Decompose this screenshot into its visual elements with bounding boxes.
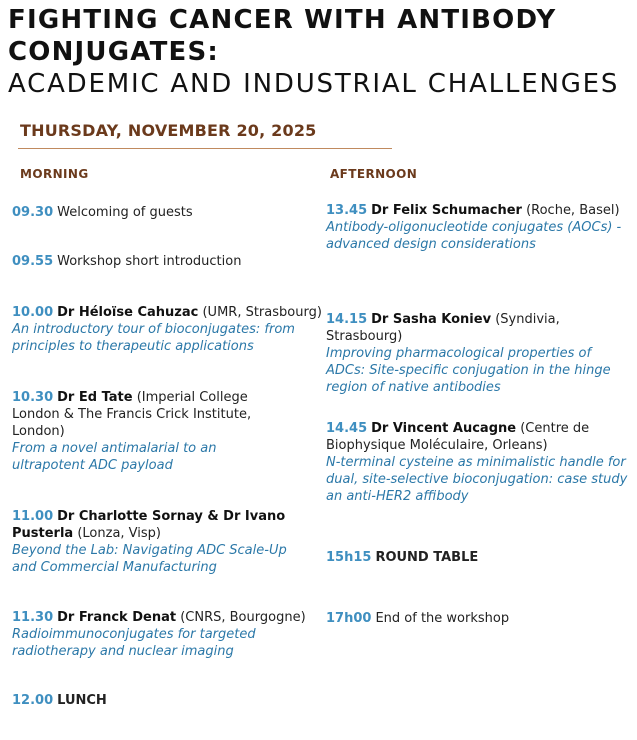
schedule-item-1515 (326, 549, 626, 566)
schedule-item-0930 (12, 204, 317, 221)
title-line-2: CONJUGATES: (8, 37, 219, 67)
item-speaker: Dr Ed Tate (57, 390, 133, 405)
item-speaker: Dr Vincent Aucagne (371, 421, 517, 436)
item-speaker: Dr Felix Schumacher (371, 203, 522, 218)
schedule-item-1345 (326, 202, 626, 253)
schedule-item-0955 (12, 253, 317, 270)
item-speaker: Dr Charlotte Sornay & Dr Ivano Pusterla (12, 509, 286, 541)
item-time: 13.45 (326, 203, 368, 218)
schedule-item-1445 (326, 420, 631, 505)
item-time: 10.30 (12, 390, 54, 405)
item-affiliation: (Centre de Biophysique Moléculaire, Orleans) (326, 421, 590, 453)
item-affiliation: (Lonza, Visp) (77, 526, 161, 541)
item-text: Workshop short introduction (57, 254, 242, 269)
item-affiliation: (Syndivia, Strasbourg) (326, 312, 560, 344)
schedule-item-1100 (12, 508, 302, 576)
schedule-item-1000 (12, 304, 324, 355)
schedule-item-1200 (12, 692, 317, 709)
item-topic: Antibody-oligonucleotide conjugates (AOCs) - advanced design considerations (326, 220, 622, 252)
schedule-item-1130 (12, 609, 317, 660)
item-topic: Beyond the Lab: Navigating ADC Scale-Up and Commercial Manufacturing (12, 543, 287, 575)
item-speaker: Dr Sasha Koniev (371, 312, 492, 327)
item-text: ROUND TABLE (375, 550, 479, 565)
item-topic: Improving pharmacological properties of ADCs: Site-specific conjugation in the hinge region of native antibodies (326, 346, 611, 395)
item-affiliation: (UMR, Strasbourg) (202, 305, 322, 320)
title-line-3: ACADEMIC AND INDUSTRIAL CHALLENGES (8, 69, 620, 99)
schedule-item-1700 (326, 610, 626, 627)
item-speaker: Dr Héloïse Cahuzac (57, 305, 199, 320)
item-time: 11.30 (12, 610, 54, 625)
item-affiliation: (Imperial College London & The Francis Crick Institute, London) (12, 390, 252, 439)
item-time: 11.00 (12, 509, 54, 524)
title-line-1: FIGHTING CANCER WITH ANTIBODY (8, 5, 557, 35)
item-topic: N-terminal cysteine as minimalistic handle for dual, site-selective bioconjugation: case study an anti-HER2 affibody (326, 455, 628, 504)
item-time: 14.15 (326, 312, 368, 327)
item-time: 09.55 (12, 254, 54, 269)
item-topic: Radioimmunoconjugates for targeted radiotherapy and nuclear imaging (12, 627, 256, 659)
item-text: End of the workshop (375, 611, 510, 626)
item-speaker: Dr Franck Denat (57, 610, 177, 625)
item-time: 10.00 (12, 305, 54, 320)
item-affiliation: (CNRS, Bourgogne) (180, 610, 306, 625)
afternoon-heading: AFTERNOON (330, 167, 418, 181)
item-topic: From a novel antimalarial to an ultrapotent ADC payload (12, 441, 217, 473)
item-time: 09.30 (12, 205, 54, 220)
item-text: Welcoming of guests (57, 205, 193, 220)
event-date: THURSDAY, NOVEMBER 20, 2025 (20, 121, 317, 140)
date-divider (18, 148, 392, 149)
item-affiliation: (Roche, Basel) (526, 203, 620, 218)
item-time: 15h15 (326, 550, 372, 565)
item-topic: An introductory tour of bioconjugates: from principles to therapeutic applications (12, 322, 295, 354)
schedule-item-1415 (326, 311, 634, 396)
item-text: LUNCH (57, 693, 107, 708)
page-title (8, 4, 633, 100)
item-time: 14.45 (326, 421, 368, 436)
morning-heading: MORNING (20, 167, 89, 181)
item-time: 17h00 (326, 611, 372, 626)
schedule-item-1030 (12, 389, 292, 474)
item-time: 12.00 (12, 693, 54, 708)
